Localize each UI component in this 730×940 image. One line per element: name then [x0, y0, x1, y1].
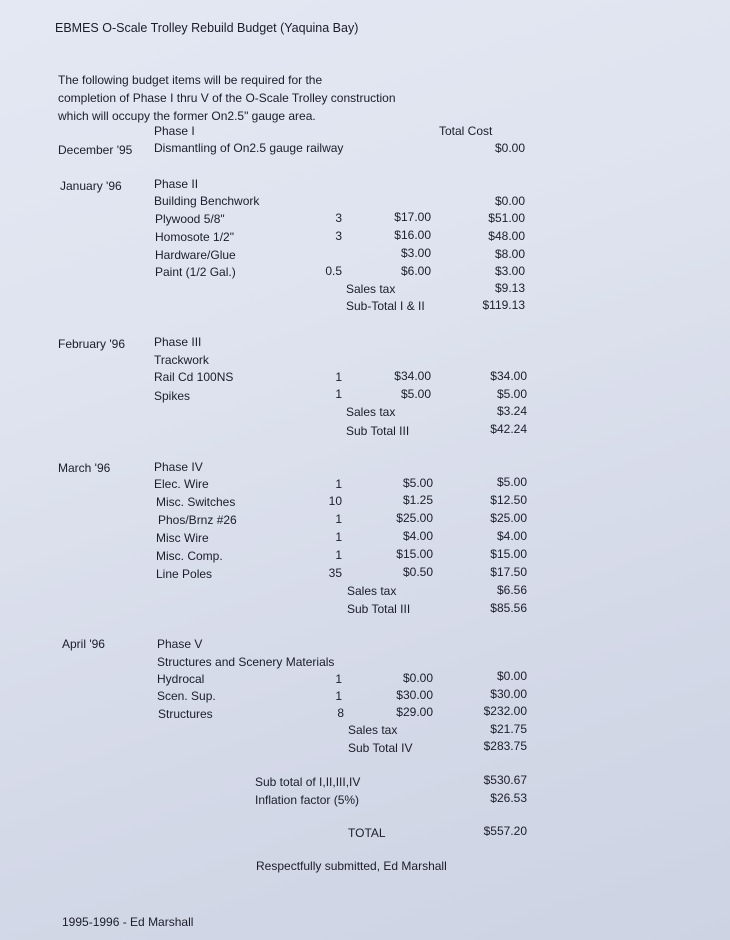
- line-item-desc: Misc. Comp.: [156, 549, 223, 563]
- line-item-desc: Misc Wire: [156, 531, 209, 545]
- line-item-desc: Line Poles: [156, 567, 213, 581]
- line-item-total: $8.00: [494, 247, 525, 261]
- phase-date: February '96: [58, 337, 125, 351]
- total-cost-header: Total Cost: [439, 124, 493, 138]
- line-item-qty: 1: [335, 530, 342, 544]
- subtotal-label: Sales tax: [346, 405, 396, 419]
- subtotal-label: Sales tax: [346, 282, 396, 296]
- line-item-qty: 1: [335, 477, 342, 491]
- phase-date: March '96: [58, 461, 111, 475]
- line-item-total: $4.00: [496, 529, 527, 543]
- phase-label: Phase IV: [154, 460, 203, 474]
- phase-label: Phase II: [154, 177, 199, 191]
- line-item-desc: Dismantling of On2.5 gauge railway: [154, 141, 344, 155]
- phase-date: April '96: [62, 637, 105, 651]
- intro-line-3: which will occupy the former On2.5" gauge area.: [58, 109, 316, 123]
- inflation-value: $26.53: [490, 791, 527, 805]
- line-item-qty: 1: [335, 512, 342, 526]
- line-item-qty: 8: [337, 706, 344, 720]
- line-item-unit: $29.00: [396, 705, 433, 719]
- total-label: TOTAL: [348, 826, 386, 840]
- line-item-total: $48.00: [488, 229, 525, 243]
- line-item-unit: $15.00: [396, 547, 433, 561]
- line-item-desc: Misc. Switches: [156, 495, 236, 509]
- line-item-unit: $0.00: [402, 671, 433, 685]
- line-item-qty: 10: [328, 494, 342, 508]
- section-heading: Trackwork: [154, 353, 209, 367]
- line-item-desc: Scen. Sup.: [157, 689, 216, 703]
- line-item-qty: 1: [335, 387, 342, 401]
- line-item-desc: Phos/Brnz #26: [158, 513, 237, 527]
- subtotal-label: Sub Total IV: [348, 741, 413, 755]
- inflation-label: Inflation factor (5%): [255, 793, 360, 807]
- line-item-total: $30.00: [490, 687, 527, 701]
- phase-label: Phase III: [154, 335, 202, 349]
- line-item-total: $232.00: [483, 704, 527, 718]
- line-item-unit: $17.00: [394, 210, 431, 224]
- line-item-desc: Elec. Wire: [154, 477, 209, 491]
- line-item-unit: $0.50: [402, 565, 433, 579]
- line-item-unit: $3.00: [400, 246, 431, 260]
- line-item-desc: Structures: [158, 707, 213, 721]
- line-item-desc: Hydrocal: [157, 672, 205, 686]
- line-item-total: $15.00: [490, 547, 527, 561]
- line-item-desc: Hardware/Glue: [155, 248, 236, 262]
- line-item-qty: 3: [335, 211, 342, 225]
- line-item-unit: $5.00: [400, 387, 431, 401]
- subtotal-value: $6.56: [496, 583, 527, 597]
- line-item-unit: $16.00: [394, 228, 431, 242]
- line-item-total: $34.00: [490, 369, 527, 383]
- line-item-total: $5.00: [496, 387, 527, 401]
- line-item-total: $12.50: [490, 493, 527, 507]
- line-item-desc: Plywood 5/8": [155, 212, 225, 226]
- subtotal-label: Sub Total III: [346, 424, 410, 438]
- section-total: $0.00: [494, 194, 525, 208]
- intro-line-1: The following budget items will be required for the: [58, 73, 323, 87]
- line-item-qty: 1: [335, 689, 342, 703]
- line-item-unit: $5.00: [402, 476, 433, 490]
- line-item-unit: $1.25: [402, 493, 433, 507]
- line-item-total: $51.00: [488, 211, 525, 225]
- footer-text: 1995-1996 - Ed Marshall: [62, 915, 194, 929]
- phase-label: Phase I: [154, 124, 195, 138]
- grand-subtotal-value: $530.67: [483, 773, 527, 787]
- line-item-qty: 0.5: [325, 264, 342, 278]
- line-item-qty: 1: [335, 672, 342, 686]
- line-item-unit: $25.00: [396, 511, 433, 525]
- signature-line: Respectfully submitted, Ed Marshall: [256, 859, 447, 873]
- line-item-qty: 1: [335, 370, 342, 384]
- subtotal-value: $9.13: [494, 281, 525, 295]
- grand-subtotal-label: Sub total of I,II,III,IV: [255, 775, 361, 789]
- line-item-qty: 1: [335, 548, 342, 562]
- subtotal-value: $85.56: [490, 601, 527, 615]
- subtotal-label: Sub-Total I & II: [346, 299, 425, 313]
- line-item-desc: Paint (1/2 Gal.): [155, 265, 236, 279]
- line-item-desc: Spikes: [154, 389, 191, 403]
- line-item-unit: $30.00: [396, 688, 433, 702]
- section-heading: Structures and Scenery Materials: [157, 655, 335, 669]
- line-item-qty: 35: [328, 566, 342, 580]
- subtotal-label: Sub Total III: [347, 602, 411, 616]
- phase-label: Phase V: [157, 637, 203, 651]
- line-item-total: $3.00: [494, 264, 525, 278]
- subtotal-value: $21.75: [490, 722, 527, 736]
- document-title: EBMES O-Scale Trolley Rebuild Budget (Yaquina Bay): [55, 21, 359, 35]
- line-item-total: $25.00: [490, 511, 527, 525]
- line-item-unit: $34.00: [394, 369, 431, 383]
- subtotal-value: $119.13: [482, 298, 525, 312]
- line-item-total: $0.00: [496, 669, 527, 683]
- phase-date: December '95: [58, 143, 133, 157]
- subtotal-value: $3.24: [496, 404, 527, 418]
- line-item-total: $5.00: [496, 475, 527, 489]
- line-item-total: $17.50: [490, 565, 527, 579]
- phase-date: January '96: [60, 179, 122, 193]
- total-value: $557.20: [483, 824, 527, 838]
- subtotal-value: $283.75: [483, 739, 527, 753]
- subtotal-label: Sales tax: [348, 723, 398, 737]
- line-item-qty: 3: [335, 229, 342, 243]
- intro-line-2: completion of Phase I thru V of the O-Scale Trolley construction: [58, 91, 396, 105]
- line-item-desc: Rail Cd 100NS: [154, 370, 234, 384]
- line-item-unit: $4.00: [402, 529, 433, 543]
- line-item-unit: $6.00: [400, 264, 431, 278]
- subtotal-label: Sales tax: [347, 584, 397, 598]
- subtotal-value: $42.24: [490, 422, 527, 436]
- line-item-total: $0.00: [494, 141, 525, 155]
- section-heading: Building Benchwork: [154, 194, 260, 208]
- line-item-desc: Homosote 1/2": [155, 230, 234, 244]
